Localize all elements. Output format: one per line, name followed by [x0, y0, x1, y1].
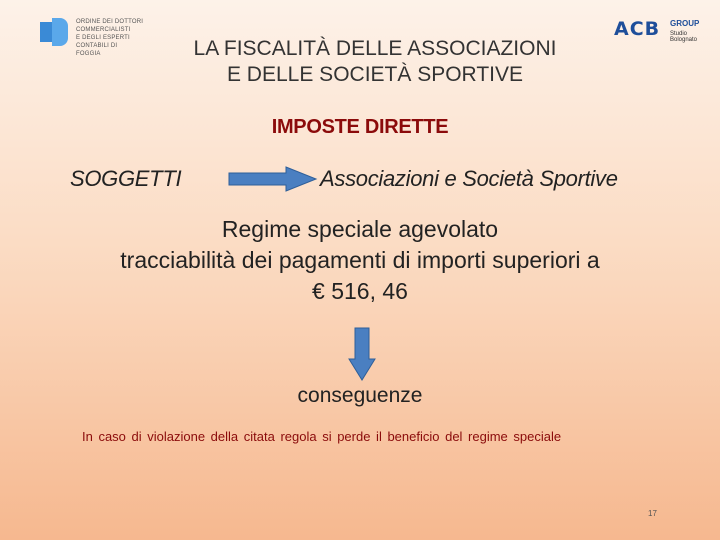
violazione-text: In caso di violazione della citata regola si perde il beneficio del regime speciale — [82, 429, 562, 444]
associazioni-label: Associazioni e Società Sportive — [320, 166, 618, 191]
regime-line-1: Regime speciale agevolato — [221, 216, 499, 242]
slide-title-line-2: E DELLE SOCIETÀ SPORTIVE — [226, 63, 524, 86]
soggetti-label: SOGGETTI — [70, 166, 182, 191]
regime-line-2: tracciabilità dei pagamenti di importi superiori a — [120, 247, 600, 273]
regime-line-3: € 516, 46 — [312, 278, 408, 304]
odcec-logo-mark — [40, 18, 70, 46]
arrow-down-icon — [348, 327, 376, 381]
odcec-logo — [40, 16, 160, 57]
regime-text — [60, 214, 660, 307]
page-number: 17 — [648, 509, 657, 518]
arrow-right-icon — [228, 166, 318, 192]
slide-title-line-1: LA FISCALITÀ DELLE ASSOCIAZIONI — [193, 37, 557, 60]
section-heading: IMPOSTE DIRETTE — [271, 116, 449, 138]
slide-title — [150, 36, 600, 88]
acb-group-logo: ACB GROUP Studio Bolognato — [614, 18, 700, 43]
odcec-logo-text: ORDINE DEI DOTTORI COMMERCIALISTI E DEGLI ESPERTI CONTABILI DI FOGGIA — [76, 19, 144, 57]
conseguenze-label: conseguenze — [297, 384, 423, 407]
